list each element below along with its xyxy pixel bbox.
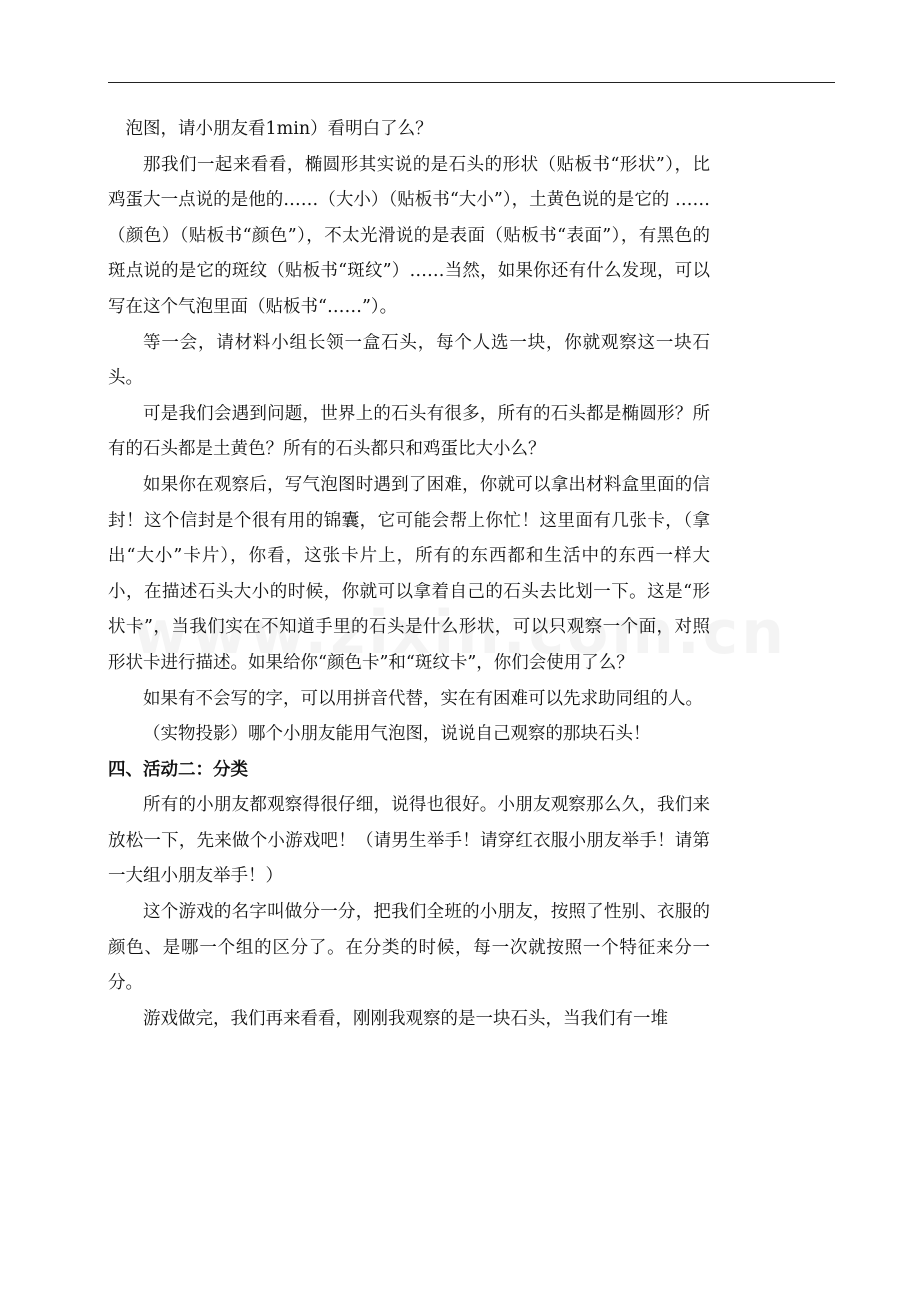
paragraph-game-intro: 所有的小朋友都观察得很仔细，说得也很好。小朋友观察那么久，我们来放松一下，先来做个小游戏吧！（请男生举手！请穿红衣服小朋友举手！请第一大组小朋友举手！） (108, 795, 710, 887)
paragraph-pinyin: 如果有不会写的字，可以用拼音代替，实在有困难可以先求助同组的人。 (143, 688, 703, 709)
paragraph-game-name: 这个游戏的名字叫做分一分，把我们全班的小朋友，按照了性别、衣服的颜色、是哪一个组的区分了。在分类的时候，每一次就按照一个特征来分一分。 (108, 902, 710, 994)
paragraph-after-game: 游戏做完，我们再来看看，刚刚我观察的是一块石头，当我们有一堆 (143, 1008, 668, 1029)
paragraph-board-notes: 那我们一起来看看，椭圆形其实说的是石头的形状（贴板书“形状”），比鸡蛋大一点说的是他的……（大小）（贴板书“大小”），土黄色说的是它的 ……（颜色）（贴板书“颜色”），不太光滑说的是表面（贴板书“表面”），有黑色的斑点说的是它的斑纹（贴板书“斑纹”）……当然，如果你还有什么发现，可以写在这个气泡里面（贴板书“……”）。 (108, 154, 710, 317)
paragraph-projection: （实物投影）哪个小朋友能用气泡图，说说自己观察的那块石头！ (143, 724, 651, 745)
section-heading-activity-two: 四、活动二：分类 (108, 759, 248, 780)
document-body (108, 112, 710, 1037)
paragraph-questions: 可是我们会遇到问题，世界上的石头有很多，所有的石头都是椭圆形？所有的石头都是土黄色？所有的石头都只和鸡蛋比大小么？ (108, 403, 710, 460)
header-rule (108, 82, 835, 83)
paragraph-envelope-cards: 如果你在观察后，写气泡图时遇到了困难，你就可以拿出材料盒里面的信封！这个信封是个很有用的锦囊，它可能会帮上你忙！这里面有几张卡，（拿出“大小”卡片），你看，这张卡片上，所有的东西都和生活中的东西一样大小，在描述石头大小的时候，你就可以拿着自己的石头去比划一下。这是“形状卡”，当我们实在不知道手里的石头是什么形状，可以只观察一个面，对照形状卡进行描述。如果给你“颜色卡”和“斑纹卡”，你们会使用了么？ (108, 474, 710, 673)
paragraph-continuation: 泡图，请小朋友看1min）看明白了么？ (125, 119, 433, 139)
paragraph-materials: 等一会，请材料小组长领一盒石头，每个人选一块，你就观察这一块石头。 (108, 332, 710, 389)
